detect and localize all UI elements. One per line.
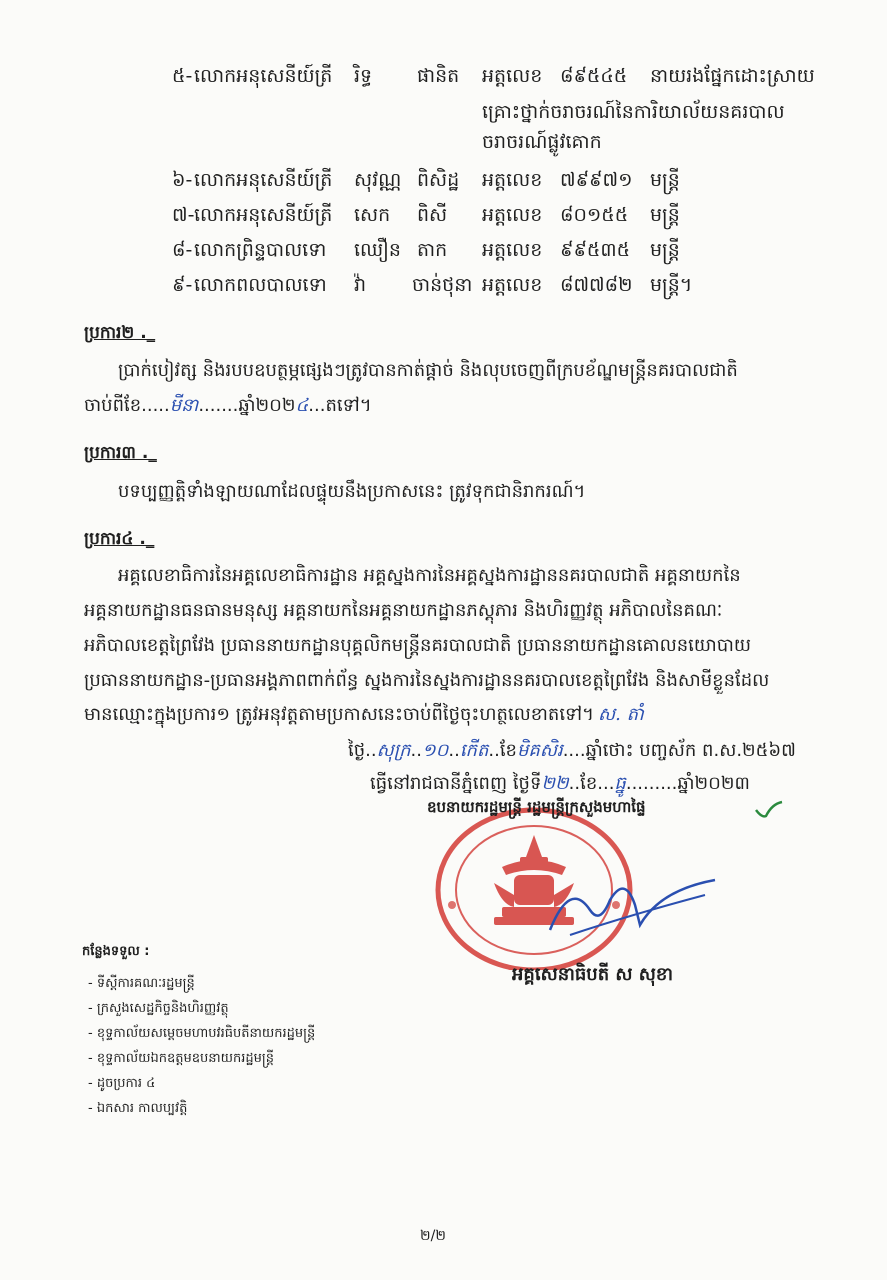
id-number: ៩៩៥៣៥ — [560, 239, 631, 261]
article-4-line: អភិបាលខេត្តព្រៃវែង ប្រធាននាយកដ្ឋានបុគ្គលិកមន្ត្រីនគរបាលជាតិ ប្រធាននាយកដ្ឋានគោលនយោបាយ — [84, 635, 752, 656]
name: សេក — [354, 204, 391, 226]
surname: ពិសី — [417, 204, 448, 226]
article-2-line: ចាប់ពីខែ.....មីនា.......ឆ្នាំ២០២៤...តទៅ។ — [84, 395, 372, 416]
rank: លោកពលបាលទោ — [194, 274, 327, 296]
article-4-line: អគ្គនាយកដ្ឋានធនធានមនុស្ស អគ្គនាយកនៃអគ្គនាយកដ្ឋានភស្តុភារ និងហិរញ្ញវត្ថុ អភិបាលនៃគណៈ — [84, 600, 723, 621]
rank: លោកអនុសេនីយ៍ត្រី — [194, 65, 333, 87]
article-4-line: អគ្គលេខាធិការនៃអគ្គលេខាធិការដ្ឋាន អគ្គស្នងការនៃអគ្គស្នងការដ្ឋាននគរបាលជាតិ អគ្គនាយកនៃ — [118, 565, 741, 586]
cc-item: - ឯកសារ កាលប្បវត្តិ — [88, 1101, 188, 1116]
article-2-heading: ប្រការ២ ._ — [84, 323, 156, 343]
surname: ផានិត — [417, 65, 460, 87]
id-number: ៨៧៧៨២ — [560, 274, 633, 296]
handwritten-year: ៤ — [295, 395, 309, 416]
cc-item: - ដូចប្រការ ៤ — [88, 1076, 156, 1091]
signer-title: ឧបនាយករដ្ឋមន្ត្រី រដ្ឋមន្ត្រីក្រសួងមហាផ្ទៃ — [427, 798, 646, 816]
solar-date: ធ្វើនៅរាជធានីភ្នំពេញ ថ្ងៃទី២២..ខែ...ធ្នូ.........ឆ្នាំ២០២៣ — [370, 773, 750, 794]
role-continuation: គ្រោះថ្នាក់ចរាចរណ៍នៃការិយាល័យនគរបាល — [482, 101, 785, 123]
page-number: ២/២ — [420, 1228, 446, 1244]
cc-item: - ក្រសួងសេដ្ឋកិច្ចនិងហិរញ្ញវត្ថុ — [88, 1001, 229, 1016]
role: នាយរងផ្នែកដោះស្រាយ — [650, 65, 815, 87]
handwritten-month: មីនា — [169, 395, 199, 416]
role: មន្ត្រី — [650, 204, 680, 226]
article-3-line: បទប្បញ្ញត្តិទាំងឡាយណាដែលផ្ទុយនឹងប្រកាសនេះ ត្រូវទុកជានិរាករណ៍។ — [118, 481, 586, 502]
surname: ចាន់ថុនា — [412, 274, 473, 296]
article-4-line: ប្រធាននាយកដ្ឋាន-ប្រធានអង្គភាពពាក់ព័ន្ធ ស្នងការនៃស្នងការដ្ឋាននគរបាលខេត្តព្រៃវែង និងសាមីខ្លួនដែល — [84, 670, 770, 691]
name: សុវណ្ណ — [354, 169, 402, 191]
cc-title: កន្លែងទទួល : — [82, 944, 150, 959]
rank: លោកអនុសេនីយ៍ត្រី — [194, 169, 333, 191]
id-number: ៨០១៥៥ — [560, 204, 629, 226]
cc-item: - ខុទ្ទកាល័យឯកឧត្តមឧបនាយករដ្ឋមន្ត្រី — [88, 1051, 274, 1066]
role: មន្ត្រី — [650, 169, 680, 191]
cc-item: - ទីស្តីការគណៈរដ្ឋមន្ត្រី — [88, 976, 195, 991]
rank: លោកអនុសេនីយ៍ត្រី — [194, 204, 333, 226]
signer-name: អគ្គសេនាធិបតី ស សុខា — [512, 964, 674, 985]
handwritten-annotation: ស. តាំ — [598, 704, 644, 725]
name: ឈឿន — [354, 239, 401, 261]
article-4-line: មានឈ្មោះក្នុងប្រការ១ ត្រូវអនុវត្តតាមប្រកាសនេះចាប់ពីថ្ងៃចុះហត្ថលេខាតទៅ។ ស. តាំ — [84, 704, 644, 725]
role-continuation: ចរាចរណ៍ផ្លូវគោក — [482, 131, 602, 153]
check-mark-icon — [752, 798, 786, 822]
lunar-date: ថ្ងៃ..សុក្រ..១០..កើត..ខែមិគសិរ....ឆ្នាំថោះ បញ្ចស័ក ព.ស.២៥៦៧ — [348, 740, 796, 761]
name: វ៉ា — [354, 274, 367, 296]
role: មន្ត្រី។ — [650, 274, 693, 296]
id-number: ៨៩៥៤៥ — [560, 65, 628, 87]
signature — [540, 870, 720, 950]
article-2-line: ប្រាក់បៀវត្ស និងរបបឧបត្ថម្ភផ្សេងៗត្រូវបានកាត់ផ្តាច់ និងលុបចេញពីក្របខ័ណ្ឌមន្ត្រីនគរបាលជាតិ — [118, 360, 738, 381]
role: មន្ត្រី — [650, 239, 680, 261]
rank: លោកព្រិន្ទបាលទោ — [194, 239, 327, 261]
surname: តាក — [417, 239, 448, 261]
surname: ពិសិដ្ឋ — [417, 169, 460, 191]
document-page: ៥- លោកអនុសេនីយ៍ត្រី រិទ្ធ ផានិត អត្តលេខ ៨៩៥៤៥ នាយរងផ្នែកដោះស្រាយ គ្រោះថ្នាក់ចរាចរណ៍នៃការិយាល័យនគរបាល ចរាចរណ៍ផ្លូវគោក ៦- លោកអនុសេនីយ៍ត្រី សុវណ្ណ ពិសិដ្ឋ អត្តលេខ ៧៩៩៧១ មន្ត្រី ៧- លោកអនុសេនីយ៍ត្រី សេក ពិសី អត្តលេខ ៨០១៥៥ មន្ត្រី ៨- លោកព្រិន្ទបាលទោ ឈឿន តាក អត្តលេខ ៩៩៥៣៥ មន្ត្រី ៩- លោកពលបាលទោ វ៉ា ចាន់ថុនា អត្តលេខ ៨៧៧៨២ មន្ត្រី។ ប្រការ២ ._ ប្រាក់បៀវត្ស និងរបបឧបត្ថម្ភផ្សេងៗត្រូវបានកាត់ផ្តាច់ និងលុបចេញពីក្របខ័ណ្ឌមន្ត្រីនគរបាលជាតិ ចាប់ពីខែ.....មីនា.......ឆ្នាំ២០២៤...តទៅ។ ប្រការ៣ ._ បទប្បញ្ញត្តិទាំងឡាយណាដែលផ្ទុយនឹងប្រកាសនេះ ត្រូវទុកជានិរាករណ៍។ ប្រការ៤ ._ អគ្គលេខាធិការនៃអគ្គលេខាធិការដ្ឋាន អគ្គស្នងការនៃអគ្គស្នងការដ្ឋាននគរបាលជាតិ អគ្គនាយកនៃ អគ្គនាយកដ្ឋានធនធានមនុស្ស អគ្គនាយកនៃអគ្គនាយកដ្ឋានភស្តុភារ និងហិរញ្ញវត្ថុ អភិបាលនៃគណៈ អភិបាលខេត្តព្រៃវែង ប្រធាននាយកដ្ឋានបុគ្គលិកមន្ត្រីនគរបាលជាតិ ប្រធាននាយកដ្ឋានគោលនយោបាយ ប្រធាននាយកដ្ឋាន-ប្រធានអង្គភាពពាក់ព័ន្ធ ស្នងការនៃស្នងការដ្ឋាននគរបាលខេត្តព្រៃវែង និងសាមីខ្លួនដែល មានឈ្មោះក្នុងប្រការ១ ត្រូវអនុវត្តតាមប្រកាសនេះចាប់ពីថ្ងៃចុះហត្ថលេខាតទៅ។ ស. តាំ ថ្ងៃ..សុក្រ..១០..កើត..ខែមិគសិរ....ឆ្នាំថោះ បញ្ចស័ក ព.ស.២៥៦៧ ធ្វើនៅរាជធានីភ្នំពេញ ថ្ងៃទី២២..ខែ...ធ្នូ.........ឆ្នាំ២០២៣ ឧបនាយករដ្ឋមន្ត្រី រដ្ឋមន្ត្រីក្រសួងមហាផ្ទៃ អគ្គសេនាធិបតី ស សុខា កន្លែងទទួល : - ទីស្តីការគណៈរដ្ឋមន្ត្រី - ក្រសួងសេដ្ឋកិច្ចនិងហិរញ្ញវត្ថុ - ខុទ្ទកាល័យសម្តេចមហាបវរធិបតីនាយករដ្ឋមន្ត្រី - ខុទ្ទកាល័យឯកឧត្តមឧបនាយករដ្ឋមន្ត្រី - ដូចប្រការ ៤ - ឯកសារ កាលប្បវត្តិ ២/២ — [0, 0, 887, 1280]
id-number: ៧៩៩៧១ — [560, 169, 633, 191]
article-4-heading: ប្រការ៤ ._ — [84, 529, 155, 549]
name: រិទ្ធ — [354, 65, 373, 87]
article-3-heading: ប្រការ៣ ._ — [84, 443, 157, 463]
cc-item: - ខុទ្ទកាល័យសម្តេចមហាបវរធិបតីនាយករដ្ឋមន្ត្រី — [88, 1026, 316, 1041]
